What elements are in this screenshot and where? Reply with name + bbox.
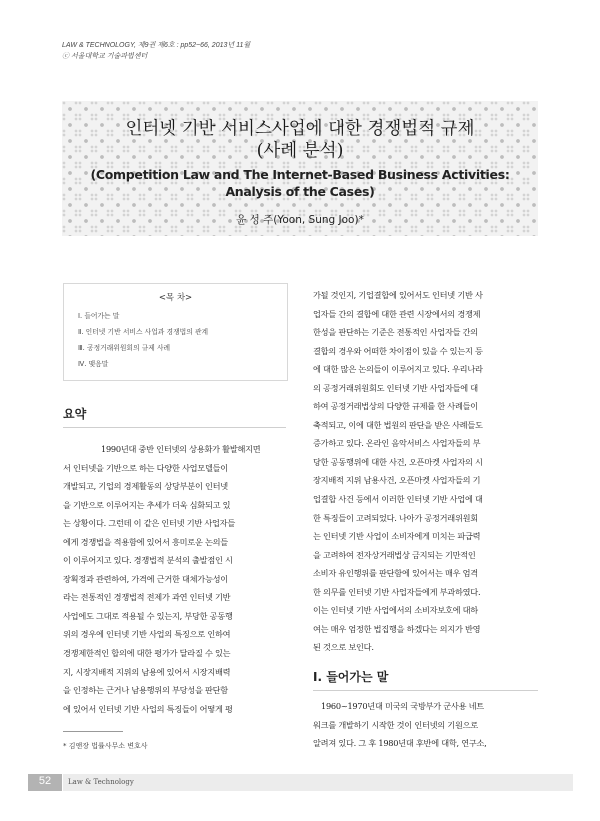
abstract-right-column <box>313 286 536 657</box>
text-line: 업결합 사건 등에서 이러한 인터넷 기반 사업에 대 <box>313 494 483 505</box>
text-line: 된 것으로 보인다. <box>313 642 374 653</box>
text-line: 에게 경쟁법을 적용함에 있어서 흥미로운 논의들 <box>63 536 228 547</box>
footer-journal-name: Law & Technology <box>68 778 134 786</box>
text-line: 이 이루어지고 있다. 경쟁법적 분석의 출발점인 시 <box>63 555 233 566</box>
korean-title-line1: 인터넷 기반 서비스사업에 대한 경쟁법적 규제 <box>125 119 475 139</box>
journal-citation: LAW & TECHNOLOGY, 제9권 제6호 : pp52~66, 2013년 11월 <box>62 42 251 49</box>
text-line: 가될 것인지, 기업결합에 있어서도 인터넷 기반 사 <box>313 290 483 300</box>
text-line: 축적되고, 이에 대한 법원의 판단을 받은 사례들도 <box>313 419 483 430</box>
text-line: 서 인터넷을 기반으로 하는 다양한 사업모델들이 <box>63 462 228 473</box>
section1-body <box>313 697 538 753</box>
text-line: 한 특징들이 고려되었다. 나아가 공정거래위원회 <box>313 512 478 523</box>
publisher-line: ⓒ 서울대학교 기술과법센터 <box>62 53 148 60</box>
korean-title-line2: (사례 분석) <box>256 141 344 161</box>
toc-item: Ⅱ. 인터넷 기반 서비스 사업과 경쟁법의 관계 <box>78 328 209 336</box>
text-line: 을 인정하는 근거나 남용행위의 부당성을 판단함 <box>63 685 228 696</box>
footnote: * 김앤장 법률사무소 변호사 <box>63 742 148 750</box>
table-of-contents <box>63 283 288 381</box>
text-line: 에 있어서 인터넷 기반 사업의 특징들이 어떻게 평 <box>63 703 233 714</box>
text-line: 지, 시장지배적 지위의 남용에 있어서 시장지배력 <box>63 666 231 677</box>
text-line: 사업에도 그대로 적용될 수 있는지, 부당한 공동행 <box>63 610 233 621</box>
text-line: 을 기반으로 이루어지는 추세가 더욱 심화되고 있 <box>63 499 231 510</box>
text-line: 1960~1970년대 미국의 국방부가 군사용 네트 <box>321 701 484 711</box>
english-title-line2: Analysis of the Cases) <box>225 184 375 199</box>
text-line: 알려져 있다. 그 후 1980년대 후반에 대학, 연구소, <box>313 738 487 749</box>
text-line: 한 의무를 인터넷 기반 사업자들에게 부과하였다. <box>313 586 481 597</box>
toc-title: <목 차> <box>158 293 193 303</box>
text-line: 한성을 판단하는 기준은 전통적인 사업자들 간의 <box>313 327 478 338</box>
abstract-heading: 요약 <box>63 407 87 421</box>
text-line: 워크를 개발하기 시작한 것이 인터넷의 기원으로 <box>313 719 478 730</box>
abstract-heading-rule <box>63 427 286 428</box>
text-line: 는 상황이다. 그런데 이 같은 인터넷 기반 사업자들 <box>63 518 236 529</box>
section-heading: I. 들어가는 말 <box>313 670 389 684</box>
footer-bar <box>63 774 573 791</box>
text-line: 을 고려하여 전자상거래법상 금지되는 기만적인 <box>313 549 476 560</box>
abstract-left-column <box>63 440 286 718</box>
text-line: 장획정과 관련하여, 가격에 근거한 대체가능성이 <box>63 573 228 584</box>
toc-item: Ⅳ. 맺음말 <box>78 360 109 368</box>
text-line: 는 인터넷 기반 사업이 소비자에게 미치는 파급력 <box>313 531 481 542</box>
running-header <box>62 40 250 62</box>
section-heading-rule <box>313 690 538 691</box>
english-title-line1: (Competition Law and The Internet-Based Business Activities: <box>90 167 510 182</box>
author-line: 윤 성 주(Yoon, Sung Joo)* <box>236 214 364 226</box>
text-line: 위의 경우에 인터넷 기반 사업의 특징으로 인하여 <box>63 629 231 640</box>
text-line: 증가하고 있다. 온라인 음악서비스 사업자들의 부 <box>313 438 481 449</box>
toc-item: Ⅰ. 들어가는 말 <box>78 312 120 320</box>
text-line: 하여 공정거래법상의 다양한 규제를 한 사례들이 <box>313 401 478 412</box>
text-line: 에 대한 많은 논의들이 이루어지고 있다. 우리나라 <box>313 364 483 375</box>
text-line: 의 공정거래위원회도 인터넷 기반 사업자들에 대 <box>313 382 478 393</box>
text-line: 결합의 경우와 어떠한 차이점이 있을 수 있는지 등 <box>313 345 483 356</box>
text-line: 1990년대 중반 인터넷의 상용화가 활발해지면 <box>101 444 261 454</box>
footnote-rule <box>63 731 123 732</box>
text-line: 여는 매우 엄정한 법집행을 하겠다는 의지가 반영 <box>313 623 481 634</box>
page-number: 52 <box>38 775 52 787</box>
text-line: 라는 전통적인 경쟁법적 전제가 과연 인터넷 기반 <box>63 592 231 603</box>
text-line: 경쟁제한적인 합의에 대한 평가가 달라질 수 있는 <box>63 648 231 659</box>
toc-item: Ⅲ. 공정거래위원회의 규제 사례 <box>78 344 171 352</box>
text-line: 개발되고, 기업의 경제활동의 상당부분이 인터넷 <box>63 481 228 492</box>
text-line: 당한 공동행위에 대한 사건, 오픈마켓 사업자의 시 <box>313 456 483 467</box>
text-line: 장지배적 지위 남용사건, 오픈마켓 사업자들의 기 <box>313 475 481 486</box>
text-line: 이는 인터넷 기반 사업에서의 소비자보호에 대하 <box>313 605 478 616</box>
text-line: 소비자 유인행위를 판단함에 있어서는 매우 엄격 <box>313 568 478 579</box>
text-line: 업자들 간의 결합에 대한 관련 시장에서의 경쟁제 <box>313 308 481 319</box>
